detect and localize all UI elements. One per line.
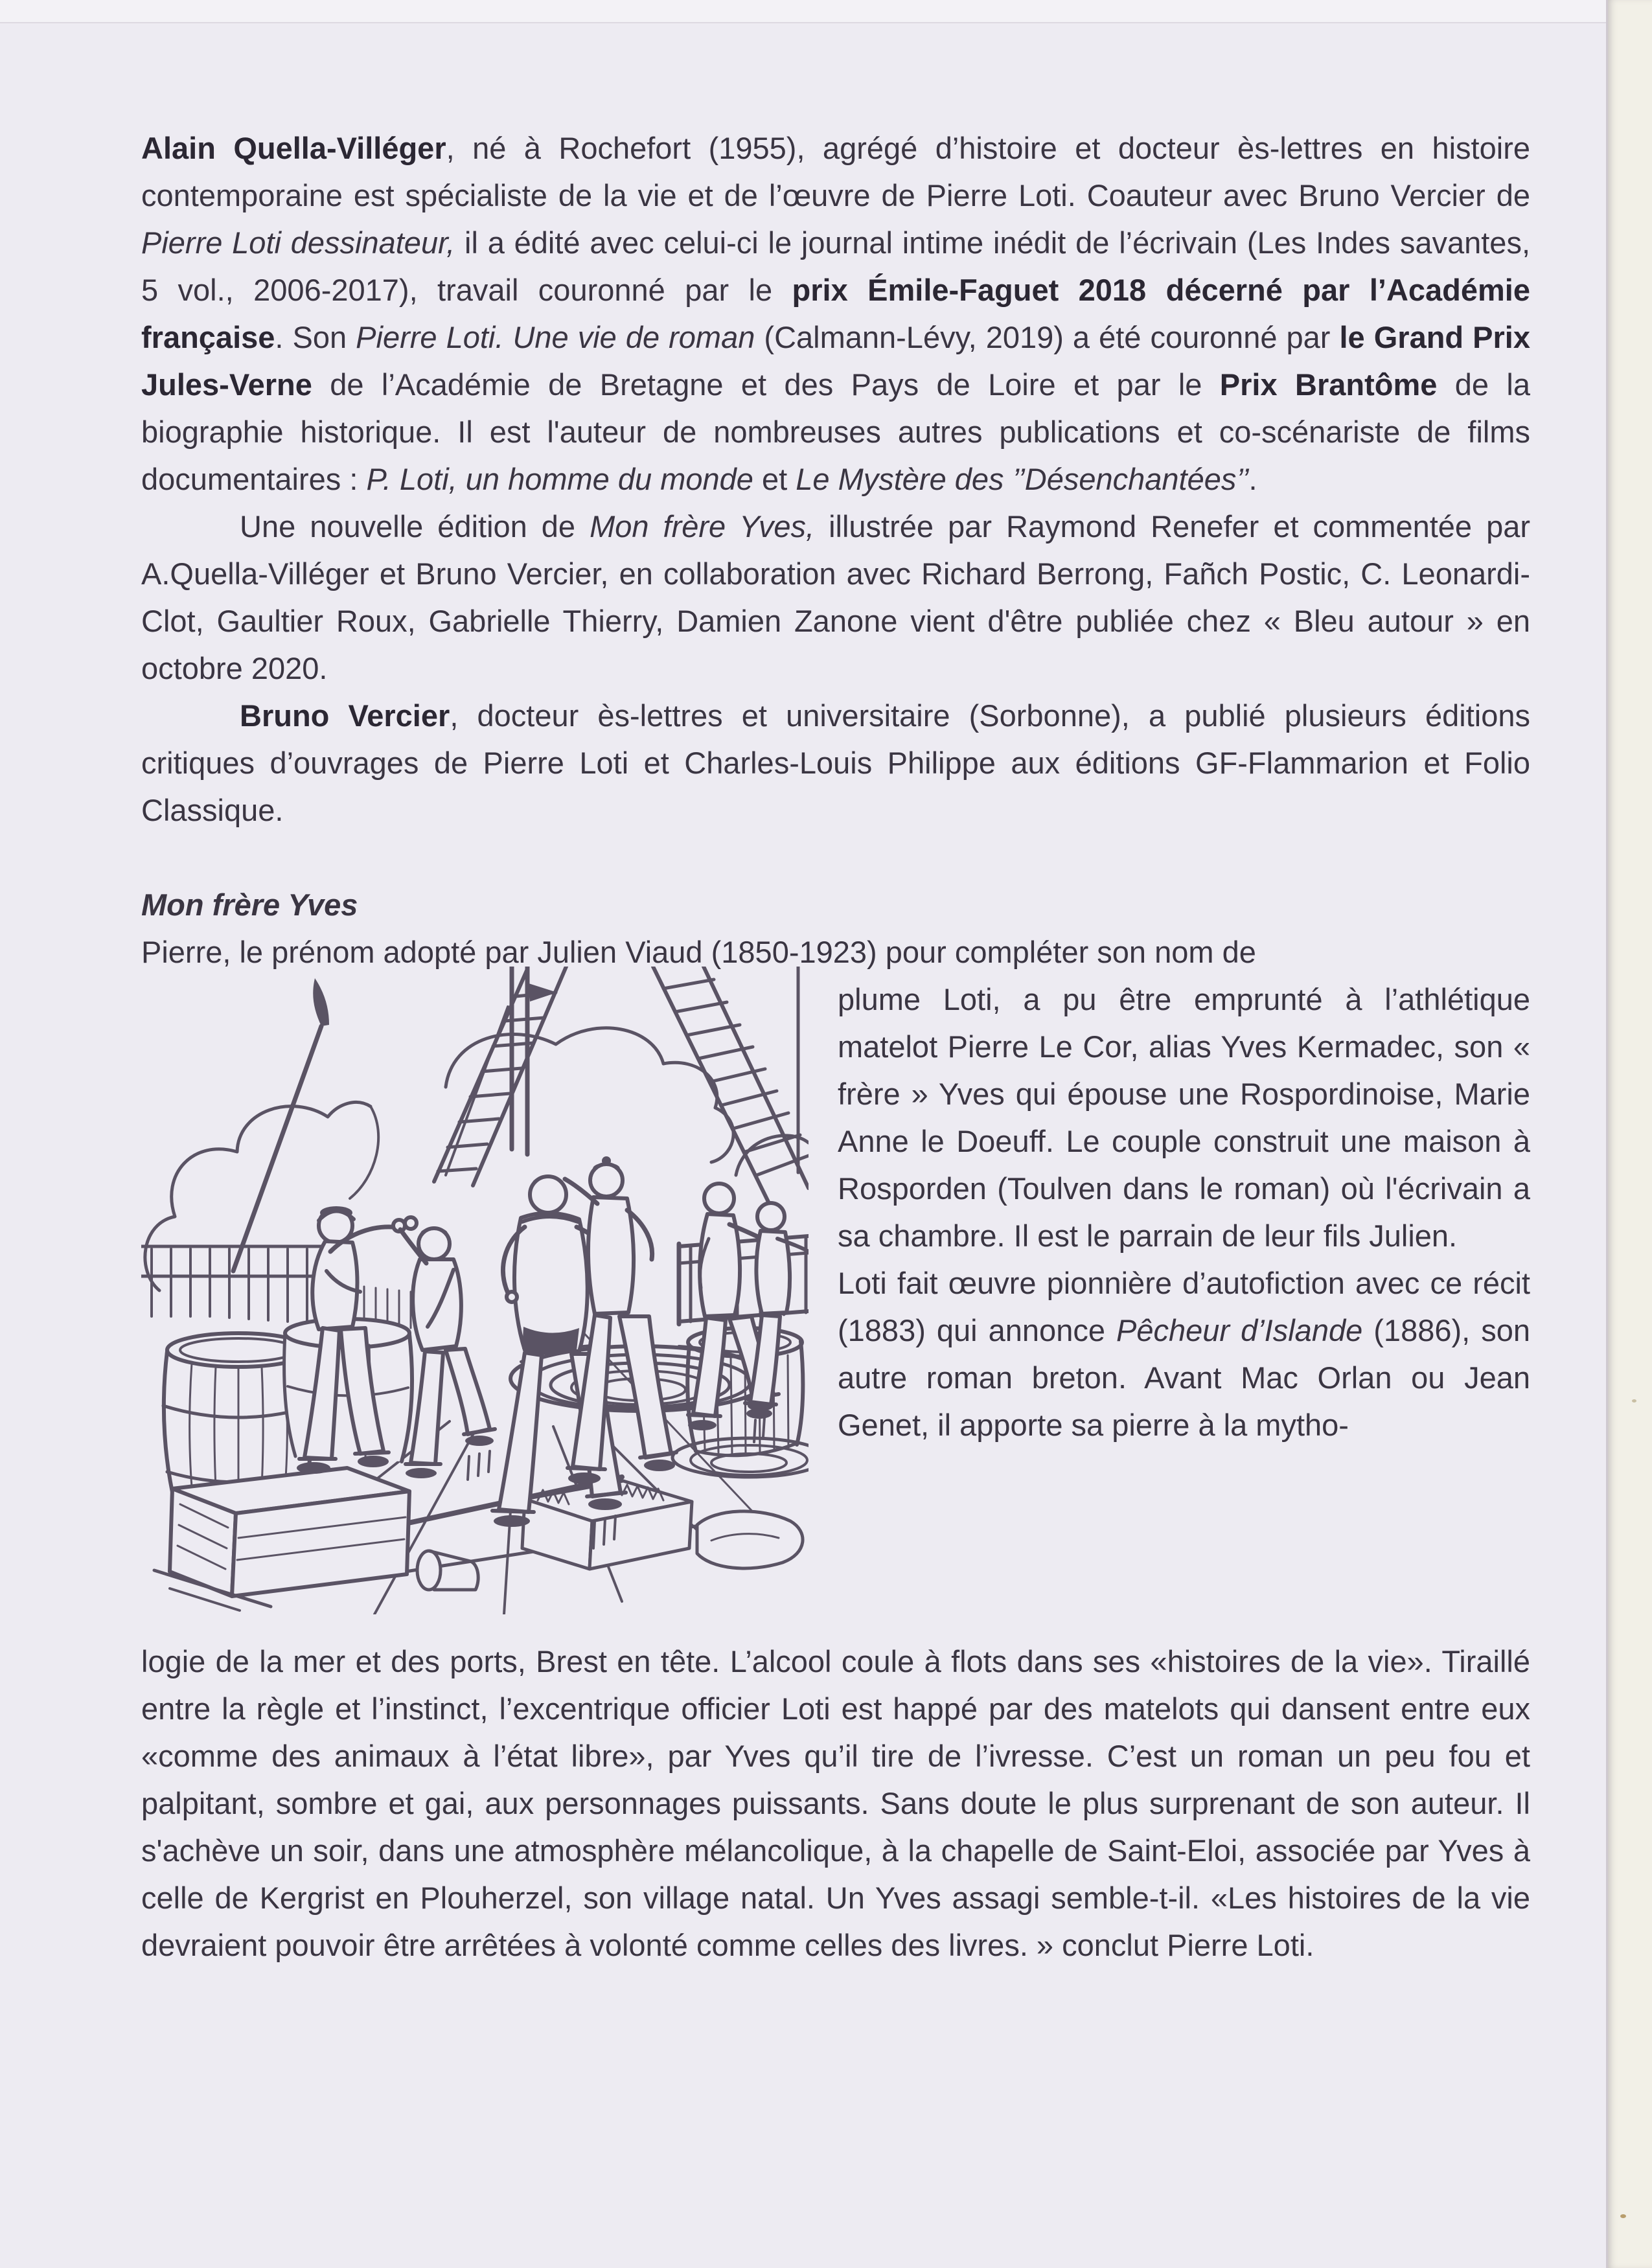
section-heading: Mon frère Yves [141, 888, 358, 922]
text-segment: , né à Rochefort (1955), agrégé d’histoire et docteur ès-lettres en histoire contemporaine est spécialiste de la vie et de l’œuvre de Pierre Loti. Coauteur avec Bruno Vercier de [141, 131, 1530, 212]
text-segment: illustrée par Raymond Renefer et commentée par A.Quella-Villéger et Bruno Vercier, en collaboration avec Richard Berrong, Fañch Postic, C. Leonardi-Clot, Gaultier Roux, Gabrielle Thierry, Damien Zanone vient d'être publiée chez « Bleu autour » en octobre 2020. [141, 509, 1530, 685]
bottom-paragraph [141, 1638, 1530, 1969]
text-segment: . [1248, 462, 1257, 496]
text-segment: de l’Académie de Bretagne et des Pays de Loire et par le [312, 367, 1220, 402]
text-segment: Mon frère Yves, [590, 509, 815, 544]
figure-and-text-row [141, 976, 1530, 1638]
bio-paragraph-2 [141, 503, 1530, 692]
text-segment: (Calmann-Lévy, 2019) a été couronné par [755, 320, 1340, 354]
text-segment: plume Loti, a pu être emprunté à l’athlétique matelot Pierre Le Cor, alias Yves Kermadec, son « frère » Yves qui épouse une Rospordinoise, Marie Anne le Doeuff. Le couple construit une maison à Rosporden (Toulven dans le roman) où l'écrivain a sa chambre. Il est le parrain de leur fils Julien. [838, 982, 1530, 1253]
text-segment: logie de la mer et des ports, Brest en tête. L’alcool coule à flots dans ses «histoires de la vie». Tiraillé entre la règle et l’instinct, l’excentrique officier Loti est happé par des matelots qui dansent entre eux «comme des animaux à l’état libre», par Yves qu’il tire de l’ivresse. C’est un roman un peu fou et palpitant, sombre et gai, aux personnages puissants. Sans doute le plus surprenant de son auteur. Il s'achève un soir, dans une atmosphère mélancolique, à la chapelle de Saint-Eloi, associée par Yves à celle de Kergrist en Plouherzel, son village natal. Un Yves assagi semble-t-il. «Les histoires de la vie devraient pouvoir être arrêtées à volonté comme celles des livres. » conclut Pierre Loti. [141, 1644, 1530, 1962]
text-segment: Une nouvelle édition de [240, 509, 590, 544]
sailors-dance-drawing-icon [141, 967, 809, 1614]
bio-paragraph-3 [141, 692, 1530, 834]
column-paragraph-2 [838, 1259, 1530, 1449]
paper-speck [1620, 2214, 1626, 2218]
text-segment: Loti fait œuvre pionnière d’autofiction avec ce récit (1883) qui annonce [838, 1266, 1530, 1347]
text-segment: et [753, 462, 796, 496]
text-segment: Pêcheur d’Islande [1116, 1313, 1363, 1347]
bio-paragraph-1 [141, 124, 1530, 503]
ship-dance-illustration [141, 976, 809, 1638]
text-segment: Pierre Loti. Une vie de roman [356, 320, 755, 354]
text-segment: Prix Brantôme [1219, 367, 1438, 402]
column-paragraph-1 [838, 976, 1530, 1259]
scanner-background-strip [1606, 0, 1652, 2268]
text-segment: Pierre Loti dessinateur, [141, 225, 455, 260]
text-segment: Alain Quella-Villéger [141, 131, 446, 165]
section-lead-line: Pierre, le prénom adopté par Julien Viaud (1850-1923) pour compléter son nom de [141, 935, 1256, 969]
text-segment: il a édité avec celui-ci le journal intime inédit de l’écrivain (Les Indes savantes, 5 vol., 2006-2017), travail couronné par le [141, 225, 1531, 307]
text-segment: Le Mystère des ’’Désenchantées’’ [796, 462, 1249, 496]
text-segment: prix Émile-Faguet 2018 décerné par l’Académie française [141, 273, 1530, 354]
text-segment: de la biographie historique. Il est l'auteur de nombreuses autres publications et co-scénariste de films documentaires : [141, 367, 1530, 496]
text-segment: (1886), son autre roman breton. Avant Mac Orlan ou Jean Genet, il apporte sa pierre à la mytho- [838, 1313, 1531, 1442]
text-segment: , docteur ès-lettres et universitaire (Sorbonne), a publié plusieurs éditions critiques d’ouvrages de Pierre Loti et Charles-Louis Philippe aux éditions GF-Flammarion et Folio Classique. [141, 698, 1531, 827]
paper-speck [1632, 1399, 1636, 1403]
text-segment: le Grand Prix Jules-Verne [141, 320, 1530, 402]
text-segment: P. Loti, un homme du monde [366, 462, 753, 496]
wrapped-text-column [838, 976, 1530, 1449]
text-segment: . Son [275, 320, 356, 354]
scan-top-edge [0, 0, 1608, 23]
page-text [141, 124, 1530, 1969]
text-segment: Bruno Vercier [240, 698, 450, 733]
